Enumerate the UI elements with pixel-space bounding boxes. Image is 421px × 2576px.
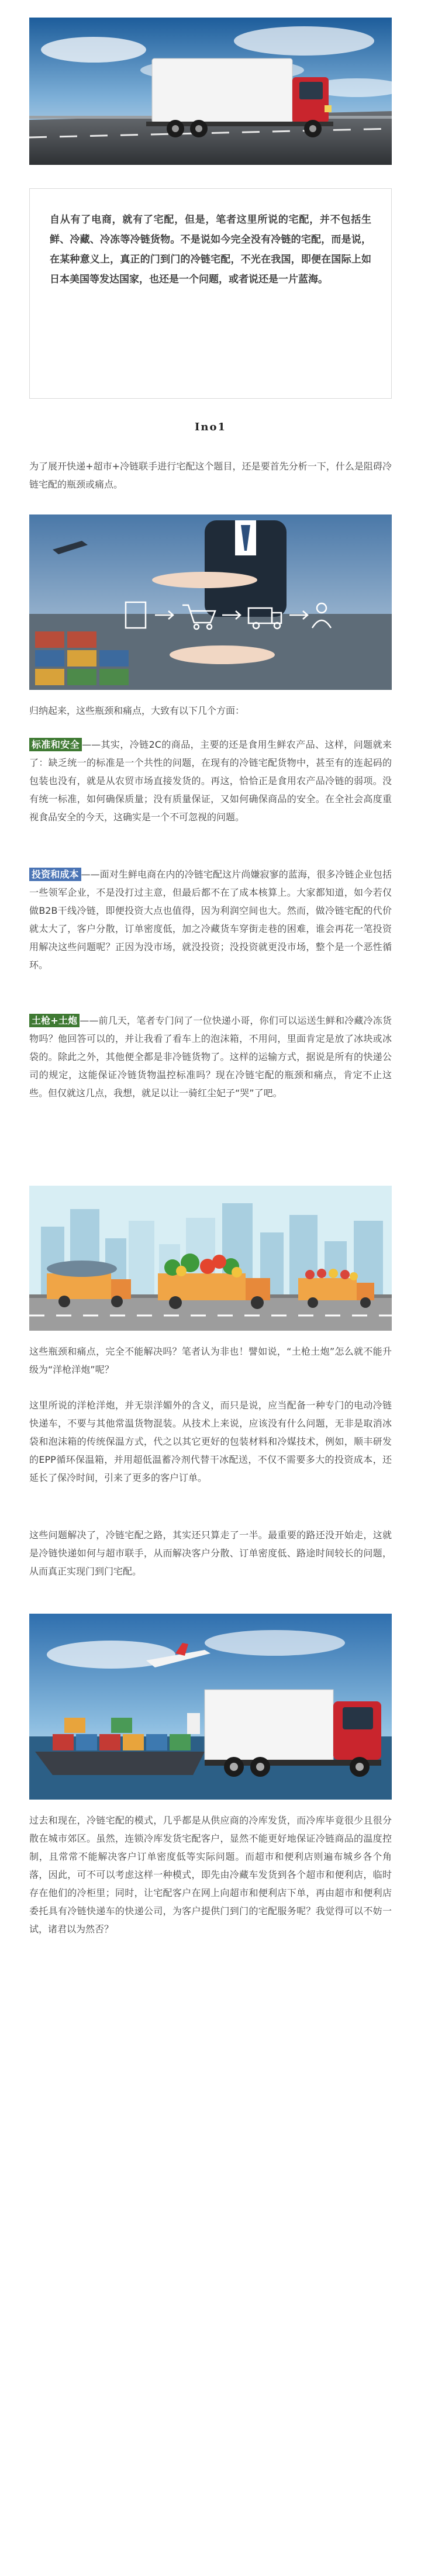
paragraph-6: 这些瓶颈和痛点，完全不能解决吗？笔者认为非也！譬如说，“土枪土炮”怎么就不能升级为“洋枪洋炮”呢？ xyxy=(29,1346,392,1375)
paragraph-9: 过去和现在，冷链宅配的模式，几乎都是从供应商的冷库发货，而冷库毕竟很少且很分散在城市郊区。虽然，连锁冷库发货宅配客户，显然不能更好地保证冷链商品的温度控制，且常常不能解决客户订单密度低等实际问题。而超市和便利店则遍布城乡各个角落，因此，可不可以考虑这样一种模式，即先由冷藏车发货到各个超市和便利店，临时存在他们的冷柜里；同时，让宅配客户在网上向超市和便利店下单，再由超市和便利店委托具有冷链快递车的快递公司，为客户提供门到门的宅配服务呢？我觉得可以不妨一试，诸君以为然否？ xyxy=(29,1815,392,1935)
paragraph-7: 这里所说的洋枪洋炮，并无崇洋媚外的含义，而只是说，应当配备一种专门的电动冷链快递车，不要与其他常温货物混装。从技术上来说，应该没有什么问题，无非是取消冰袋和泡沫箱的传统保温方式，代之以其它更好的包装材料和冷媒技术，例如，顺丰研发的EPP循环保温箱，并用超低温蓄冷剂代替干冰配送，不仅不需要多大的投资成本，还延长了保冷时间，引来了更多的客户订单。 xyxy=(29,1400,392,1483)
tag-investment-cost: 投资和成本 xyxy=(29,868,81,881)
paragraph-investment xyxy=(29,865,392,974)
paragraph-1: 为了展开快递+超市+冷链联手进行宅配这个题目，还是要首先分析一下，什么是阻碍冷链宅配的瓶颈或痛点。 xyxy=(29,461,392,490)
paragraph-homemade xyxy=(29,1011,392,1102)
intro-text: 自从有了电商，就有了宅配，但是，笔者这里所说的宅配，并不包括生鲜、冷藏、冷冻等冷链货物。不是说如今完全没有冷链的宅配，而是说，在某种意义上，真正的门到门的冷链宅配，不光在我国，即便在国际上如日本美国等发达国家，也还是一个问题，或者说还是一片蓝海。 xyxy=(50,214,371,285)
paragraph-investment-text: ——面对生鲜电商在内的冷链宅配这片尚嫌寂寥的蓝海，很多冷链企业包括一些领军企业，不是没打过主意，但最后都不在了成本核算上。大家都知道，如今若仅做B2B干线冷链，即便投资大点也值得，因为利润空间也大。然而，做冷链宅配的代价就太大了，客户分散，订单密度低，加之冷藏货车穿街走巷的困难，谁会再花一笔投资用解决这些问题呢？正因为没市场，就没投资；没投资就更没市场，整个是一个恶性循环。 xyxy=(29,869,392,971)
tag-homemade-guns: 土枪+土炮 xyxy=(29,1014,80,1027)
paragraph-8: 这些问题解决了，冷链宅配之路，其实还只算走了一半。最重要的路还没开始走，这就是冷链快递如何与超市联手，从而解决客户分散、订单密度低、路途时间较长的问题，从而真正实现门到门宅配。 xyxy=(29,1529,392,1577)
paragraph-homemade-text: ——前几天，笔者专门问了一位快递小哥，你们可以运送生鲜和冷藏冷冻货物吗？他回答可以的，并让我看了看车上的泡沫箱，不用问，里面肯定是放了冰块或冰袋的。除此之外，其他便全都是非冷链货物了。这样的运输方式，据说是所有的快递公司的规定，这能保证冷链货物温控标准吗？现在冷链宅配的瓶颈和痛点，肯定不止这些。但仅就这几点，我想，就足以让一骑红尘妃子“哭”了吧。 xyxy=(29,1015,392,1099)
produce-trucks-illustration xyxy=(29,1186,392,1331)
intro-box xyxy=(29,188,392,399)
truck-highway-image xyxy=(29,18,392,165)
paragraph-2: 归纳起来，这些瓶颈和痛点，大致有以下几个方面： xyxy=(29,705,245,716)
paragraph-standards xyxy=(29,735,392,826)
paragraph-standards-text: ——其实，冷链2C的商品，主要的还是食用生鲜农产品、这样，问题就来了：缺乏统一的标准是一个共性的问题，在现有的冷链宅配货物中，甚至有的连起码的包装也没有，就是从农贸市场直接发货的。再这，恰恰正是食用农产品冷链的弱项。没有统一标准，如何确保质量；没有质量保证，又如何确保商品的安全。在全社会高度重视食品安全的今天，这确实是一个不可忽视的问题。 xyxy=(29,739,392,823)
multimodal-logistics-image xyxy=(29,1614,392,1800)
logistics-hand-image xyxy=(29,514,392,690)
tag-standards-safety: 标准和安全 xyxy=(29,738,82,751)
section-divider: Ino1 xyxy=(194,421,227,433)
